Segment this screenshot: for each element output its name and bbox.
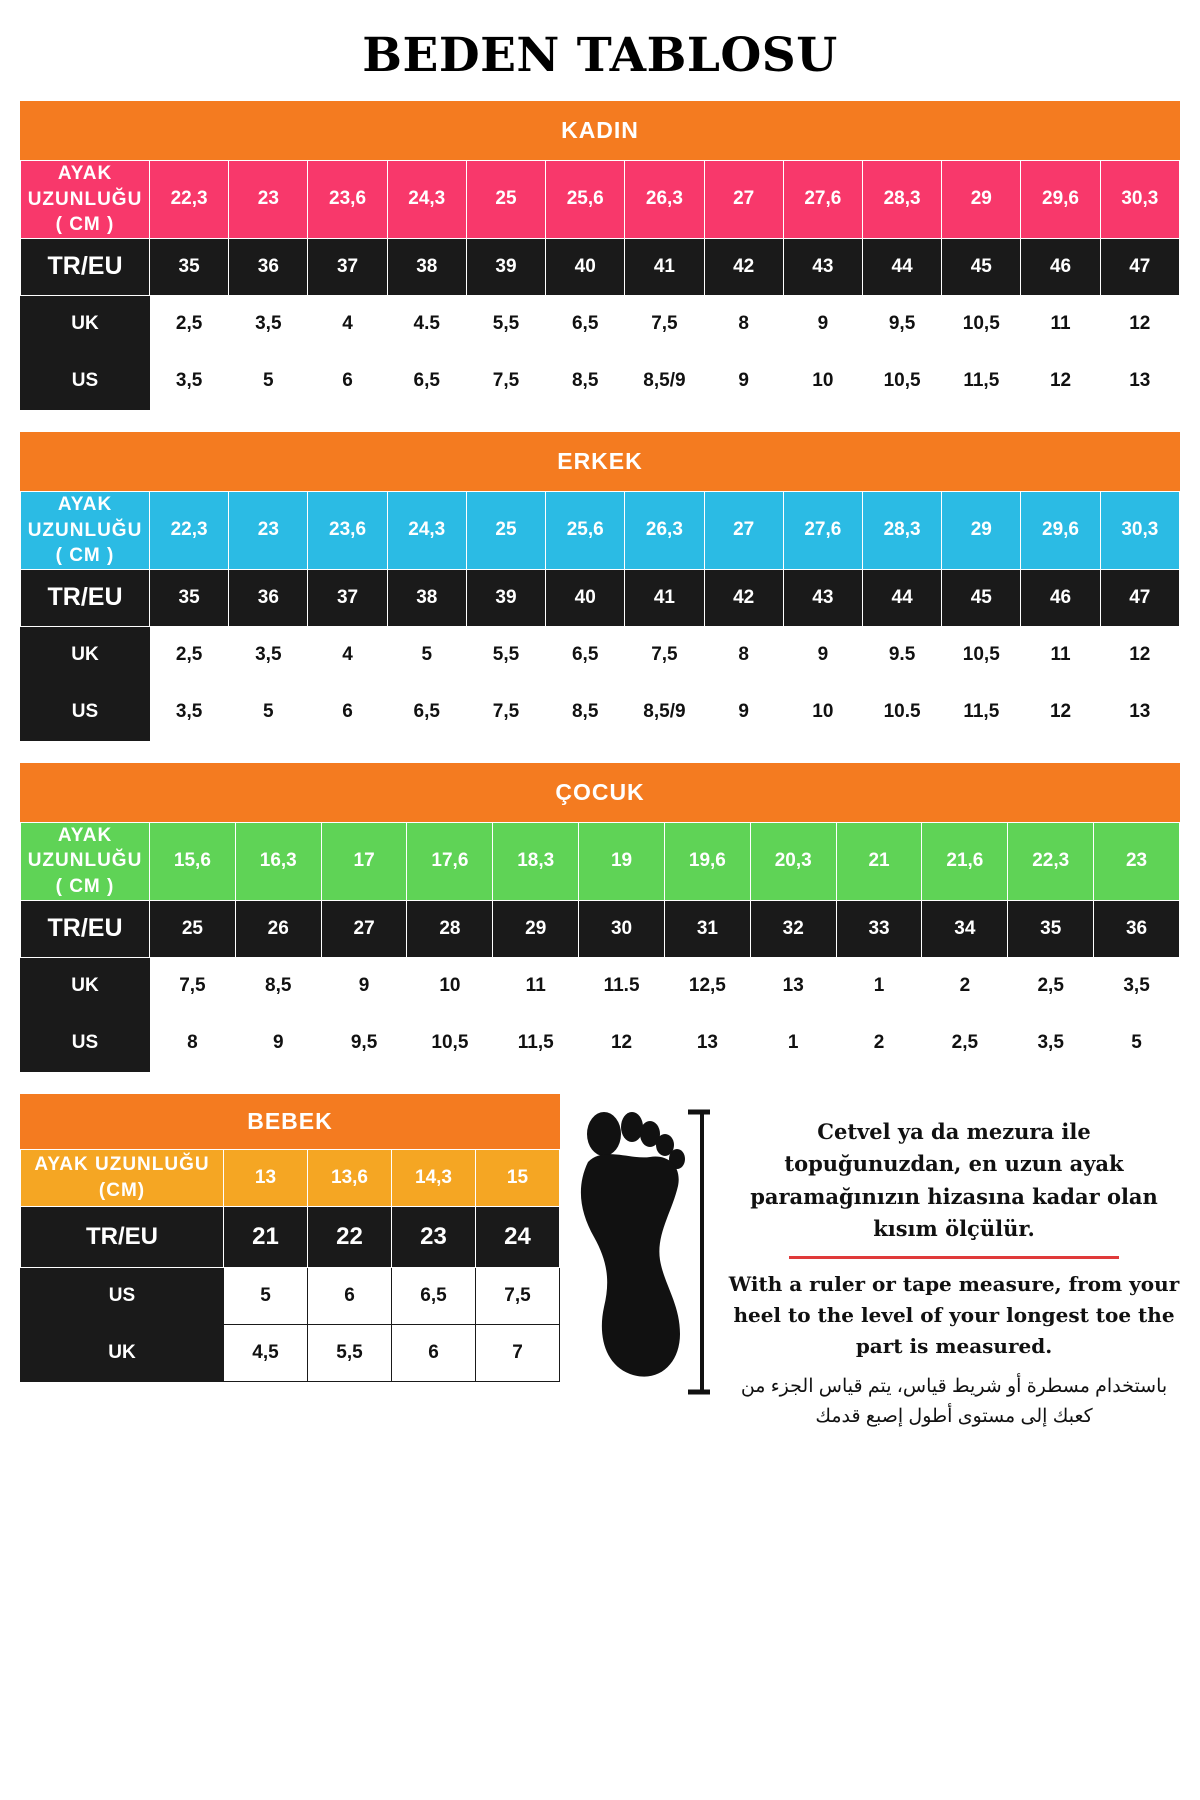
table-row-tr-eu [21, 900, 1180, 957]
cell: 26 [235, 900, 321, 957]
bottom-area [0, 1094, 1200, 1433]
cell: 6,5 [387, 683, 466, 740]
cell: 12 [579, 1014, 665, 1071]
row-label-us: US [21, 683, 150, 740]
cell: 25,6 [546, 491, 625, 569]
cell: 27 [704, 161, 783, 239]
cell: 22,3 [150, 491, 229, 569]
size-table-cocuk [20, 822, 1180, 1072]
table-row-foot-length [21, 161, 1180, 239]
section-erkek [20, 432, 1180, 741]
instruction-arabic: باستخدام مسطرة أو شريط قياس، يتم قياس الجزء من كعبك إلى مستوى أطول إصبع قدمك [740, 1375, 1168, 1428]
cell: 40 [546, 569, 625, 626]
cell: 9 [704, 683, 783, 740]
cell: 30,3 [1100, 161, 1179, 239]
cell: 24,3 [387, 161, 466, 239]
row-label-tr-eu: TR/EU [21, 1206, 224, 1267]
table-row-tr-eu [21, 569, 1180, 626]
cell: 22 [308, 1206, 392, 1267]
cell: 12 [1100, 626, 1179, 683]
table-row-uk [21, 295, 1180, 352]
cell: 11 [1021, 295, 1100, 352]
cell: 36 [229, 569, 308, 626]
cell: 38 [387, 238, 466, 295]
cell: 11,5 [493, 1014, 579, 1071]
cell: 29 [493, 900, 579, 957]
cell: 23,6 [308, 491, 387, 569]
cell: 41 [625, 238, 704, 295]
row-label-foot-length [21, 161, 150, 239]
cell: 9,5 [321, 1014, 407, 1071]
label-line-1: AYAK [57, 824, 113, 846]
cell: 1 [750, 1014, 836, 1071]
row-label-tr-eu: TR/EU [21, 900, 150, 957]
table-row-us [21, 1014, 1180, 1071]
cell: 39 [466, 569, 545, 626]
cell: 23,6 [308, 161, 387, 239]
cell: 29 [942, 491, 1021, 569]
cell: 28,3 [862, 161, 941, 239]
cell: 5 [224, 1267, 308, 1324]
cell: 44 [862, 569, 941, 626]
table-row-foot-length [21, 491, 1180, 569]
cell: 7,5 [466, 352, 545, 409]
cell: 21 [224, 1206, 308, 1267]
cell: 17 [321, 822, 407, 900]
section-header-kadin: KADIN [20, 101, 1180, 160]
cell: 17,6 [407, 822, 493, 900]
cell: 11 [1021, 626, 1100, 683]
cell: 6 [308, 352, 387, 409]
cell: 42 [704, 238, 783, 295]
table-row-uk [21, 957, 1180, 1014]
cell: 3,5 [150, 683, 229, 740]
cell: 10,5 [407, 1014, 493, 1071]
table-row-us [21, 352, 1180, 409]
cell: 4 [308, 295, 387, 352]
cell: 6 [392, 1324, 476, 1381]
cell: 12,5 [664, 957, 750, 1014]
cell: 7,5 [476, 1267, 560, 1324]
cell: 8,5 [546, 683, 625, 740]
cell: 12 [1021, 352, 1100, 409]
label-line-2: (CM) [98, 1179, 146, 1201]
cell: 36 [229, 238, 308, 295]
section-kadin [20, 101, 1180, 410]
cell: 25 [466, 491, 545, 569]
cell: 30,3 [1100, 491, 1179, 569]
cell: 2,5 [150, 295, 229, 352]
cell: 43 [783, 238, 862, 295]
cell: 22,3 [1008, 822, 1094, 900]
cell: 35 [150, 569, 229, 626]
label-line-2: UZUNLUĞU [27, 188, 143, 210]
cell: 32 [750, 900, 836, 957]
row-label-uk: UK [21, 626, 150, 683]
label-line-1: AYAK UZUNLUĞU [34, 1154, 210, 1176]
cell: 4,5 [224, 1324, 308, 1381]
cell: 37 [308, 238, 387, 295]
cell: 44 [862, 238, 941, 295]
cell: 27 [321, 900, 407, 957]
row-label-foot-length [21, 491, 150, 569]
cell: 15,6 [150, 822, 236, 900]
row-label-foot-length [21, 1149, 224, 1206]
cell: 9 [783, 626, 862, 683]
size-table-bebek [20, 1149, 560, 1382]
cell: 13,6 [308, 1149, 392, 1206]
cell: 25 [150, 900, 236, 957]
cell: 29,6 [1021, 491, 1100, 569]
cell: 3,5 [150, 352, 229, 409]
cell: 21 [836, 822, 922, 900]
cell: 11.5 [579, 957, 665, 1014]
cell: 25,6 [546, 161, 625, 239]
cell: 16,3 [235, 822, 321, 900]
cell: 29,6 [1021, 161, 1100, 239]
cell: 27 [704, 491, 783, 569]
instruction-english: With a ruler or tape measure, from your heel to the level of your longest toe the part is measured. [728, 1271, 1180, 1358]
cell: 2,5 [922, 1014, 1008, 1071]
table-row-foot-length [21, 822, 1180, 900]
table-row-us [21, 1267, 560, 1324]
cell: 26,3 [625, 161, 704, 239]
cell: 13 [224, 1149, 308, 1206]
cell: 8,5/9 [625, 683, 704, 740]
cell: 43 [783, 569, 862, 626]
measuring-instructions [710, 1094, 1180, 1433]
cell: 11 [493, 957, 579, 1014]
cell: 13 [750, 957, 836, 1014]
cell: 35 [150, 238, 229, 295]
table-row-tr-eu [21, 1206, 560, 1267]
cell: 10 [407, 957, 493, 1014]
cell: 15 [476, 1149, 560, 1206]
cell: 9,5 [862, 295, 941, 352]
row-label-tr-eu: TR/EU [21, 569, 150, 626]
cell: 2,5 [150, 626, 229, 683]
cell: 10,5 [942, 295, 1021, 352]
cell: 11,5 [942, 352, 1021, 409]
label-line-1: AYAK [57, 163, 113, 184]
cell: 46 [1021, 569, 1100, 626]
cell: 23 [229, 491, 308, 569]
table-row-tr-eu [21, 238, 1180, 295]
cell: 6 [308, 1267, 392, 1324]
foot-measure-diagram [560, 1094, 710, 1402]
cell: 45 [942, 569, 1021, 626]
cell: 5 [1094, 1014, 1180, 1071]
section-header-erkek: ERKEK [20, 432, 1180, 491]
cell: 3,5 [1008, 1014, 1094, 1071]
cell: 24,3 [387, 491, 466, 569]
cell: 8,5 [235, 957, 321, 1014]
row-label-us: US [21, 1267, 224, 1324]
cell: 23 [1094, 822, 1180, 900]
cell: 29 [942, 161, 1021, 239]
cell: 27,6 [783, 161, 862, 239]
cell: 47 [1100, 569, 1179, 626]
cell: 37 [308, 569, 387, 626]
cell: 2 [922, 957, 1008, 1014]
cell: 12 [1100, 295, 1179, 352]
cell: 26,3 [625, 491, 704, 569]
cell: 6,5 [387, 352, 466, 409]
cell: 2,5 [1008, 957, 1094, 1014]
label-line-3: ( CM ) [55, 876, 115, 898]
cell: 5,5 [308, 1324, 392, 1381]
label-line-3: ( CM ) [55, 214, 115, 236]
cell: 6,5 [546, 295, 625, 352]
cell: 7,5 [625, 295, 704, 352]
cell: 14,3 [392, 1149, 476, 1206]
cell: 22,3 [150, 161, 229, 239]
section-header-cocuk: ÇOCUK [20, 763, 1180, 822]
cell: 23 [392, 1206, 476, 1267]
table-row-us [21, 683, 1180, 740]
cell: 1 [836, 957, 922, 1014]
cell: 19,6 [664, 822, 750, 900]
cell: 9 [783, 295, 862, 352]
cell: 8 [704, 295, 783, 352]
cell: 46 [1021, 238, 1100, 295]
cell: 10 [783, 352, 862, 409]
cell: 40 [546, 238, 625, 295]
cell: 10,5 [862, 352, 941, 409]
cell: 4 [308, 626, 387, 683]
cell: 11,5 [942, 683, 1021, 740]
cell: 23 [229, 161, 308, 239]
cell: 6,5 [546, 626, 625, 683]
label-line-2: UZUNLUĞU [27, 519, 143, 541]
cell: 9.5 [862, 626, 941, 683]
cell: 19 [579, 822, 665, 900]
row-label-uk: UK [21, 295, 150, 352]
cell: 4.5 [387, 295, 466, 352]
table-row-foot-length [21, 1149, 560, 1206]
cell: 6 [308, 683, 387, 740]
row-label-us: US [21, 352, 150, 409]
cell: 3,5 [229, 626, 308, 683]
cell: 47 [1100, 238, 1179, 295]
cell: 31 [664, 900, 750, 957]
cell: 36 [1094, 900, 1180, 957]
cell: 42 [704, 569, 783, 626]
cell: 33 [836, 900, 922, 957]
cell: 41 [625, 569, 704, 626]
cell: 35 [1008, 900, 1094, 957]
section-bebek [20, 1094, 560, 1382]
cell: 13 [664, 1014, 750, 1071]
instruction-turkish: Cetvel ya da mezura ile topuğunuzdan, en uzun ayak paramağınızın hizasına kadar olan kısım ölçülür. [750, 1118, 1158, 1242]
section-header-bebek: BEBEK [20, 1094, 560, 1149]
section-cocuk [20, 763, 1180, 1072]
cell: 13 [1100, 352, 1179, 409]
cell: 3,5 [229, 295, 308, 352]
cell: 28,3 [862, 491, 941, 569]
cell: 10,5 [942, 626, 1021, 683]
label-line-3: ( CM ) [55, 545, 115, 567]
cell: 9 [704, 352, 783, 409]
cell: 9 [235, 1014, 321, 1071]
cell: 5,5 [466, 295, 545, 352]
cell: 13 [1100, 683, 1179, 740]
cell: 34 [922, 900, 1008, 957]
cell: 6,5 [392, 1267, 476, 1324]
cell: 18,3 [493, 822, 579, 900]
cell: 25 [466, 161, 545, 239]
table-row-uk [21, 626, 1180, 683]
row-label-foot-length [21, 822, 150, 900]
cell: 7,5 [150, 957, 236, 1014]
cell: 8,5/9 [625, 352, 704, 409]
cell: 9 [321, 957, 407, 1014]
cell: 8 [704, 626, 783, 683]
cell: 38 [387, 569, 466, 626]
row-label-tr-eu: TR/EU [21, 238, 150, 295]
cell: 7,5 [625, 626, 704, 683]
cell: 12 [1021, 683, 1100, 740]
size-table-erkek [20, 491, 1180, 741]
cell: 2 [836, 1014, 922, 1071]
cell: 10 [783, 683, 862, 740]
cell: 7,5 [466, 683, 545, 740]
footprint-icon [560, 1102, 710, 1402]
cell: 24 [476, 1206, 560, 1267]
cell: 45 [942, 238, 1021, 295]
cell: 20,3 [750, 822, 836, 900]
row-label-uk: UK [21, 957, 150, 1014]
cell: 28 [407, 900, 493, 957]
cell: 5 [229, 683, 308, 740]
cell: 8 [150, 1014, 236, 1071]
page-title: BEDEN TABLOSU [362, 28, 838, 83]
cell: 27,6 [783, 491, 862, 569]
cell: 3,5 [1094, 957, 1180, 1014]
cell: 5,5 [466, 626, 545, 683]
row-label-us: US [21, 1014, 150, 1071]
cell: 5 [229, 352, 308, 409]
cell: 7 [476, 1324, 560, 1381]
size-table-kadin [20, 160, 1180, 410]
table-row-uk [21, 1324, 560, 1381]
cell: 39 [466, 238, 545, 295]
size-tables-container [0, 101, 1200, 1072]
cell: 5 [387, 626, 466, 683]
cell: 8,5 [546, 352, 625, 409]
cell: 21,6 [922, 822, 1008, 900]
label-line-2: UZUNLUĞU [27, 850, 143, 872]
cell: 30 [579, 900, 665, 957]
row-label-uk: UK [21, 1324, 224, 1381]
cell: 10.5 [862, 683, 941, 740]
divider [789, 1256, 1119, 1259]
label-line-1: AYAK [57, 493, 113, 515]
